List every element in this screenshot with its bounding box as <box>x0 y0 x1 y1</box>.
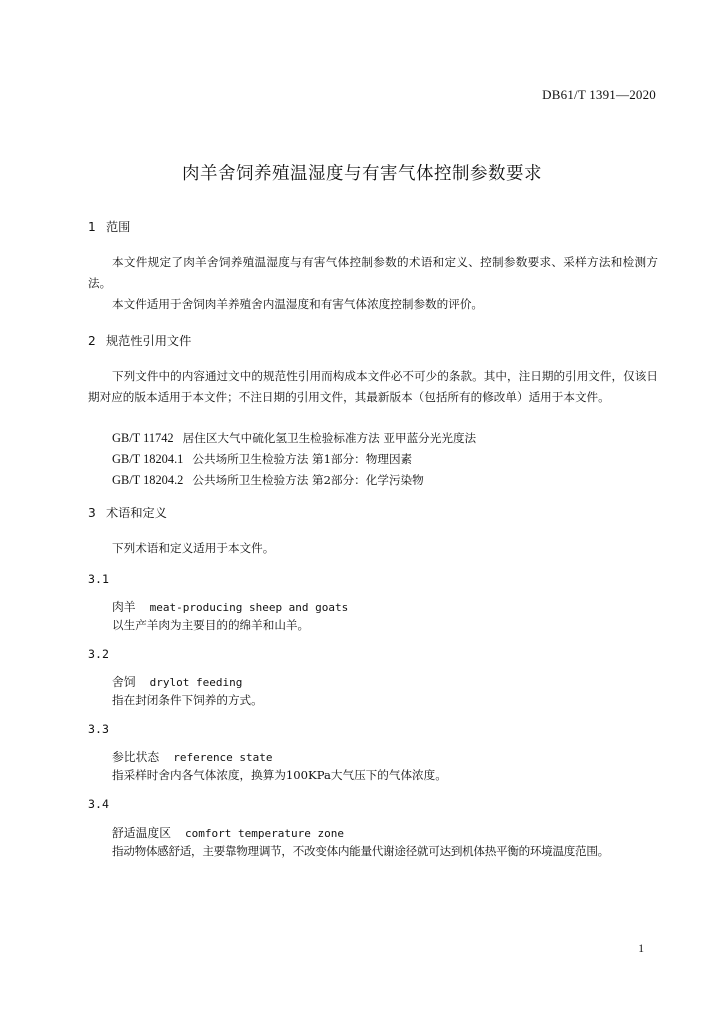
term-number: 3.2 <box>88 647 109 661</box>
term-en: meat-producing sheep and goats <box>149 601 349 614</box>
reference-title: 公共场所卫生检验方法 第2部分：化学污染物 <box>192 473 424 487</box>
section-2-heading <box>88 332 191 349</box>
section-1-body <box>88 252 658 315</box>
term-definition: 以生产羊肉为主要目的的绵羊和山羊。 <box>112 618 310 632</box>
page-number: 1 <box>638 943 644 955</box>
term-en: comfort temperature zone <box>185 827 344 840</box>
term-number: 3.1 <box>88 572 109 586</box>
term-zh: 舒适温度区 <box>112 826 171 840</box>
term-definition: 指在封闭条件下饲养的方式。 <box>112 693 263 707</box>
section-2-body <box>88 366 658 408</box>
normative-refs-paragraph: 下列文件中的内容通过文中的规范性引用而构成本文件必不可少的条款。其中，注日期的引用文件，仅该日期对应的版本适用于本文件；不注日期的引用文件，其最新版本（包括所有的修改单）适用于本文件。 <box>88 369 658 404</box>
reference-title: 居住区大气中硫化氢卫生检验标准方法 亚甲蓝分光光度法 <box>182 431 477 445</box>
term-name <box>112 673 242 690</box>
reference-code: GB/T 18204.2 <box>112 473 184 487</box>
term-definition: 指动物体感舒适，主要靠物理调节，不改变体内能量代谢途径就可达到机体热平衡的环境温度范围。 <box>112 844 609 858</box>
term-zh: 参比状态 <box>112 750 160 764</box>
reference-item <box>112 430 476 446</box>
term-number: 3.4 <box>88 797 109 811</box>
term-definition: 指采样时舍内各气体浓度，换算为100KPa大气压下的气体浓度。 <box>112 768 447 782</box>
term-en: drylot feeding <box>149 676 243 689</box>
section-1-number: 1 <box>88 220 96 234</box>
section-3-number: 3 <box>88 506 96 520</box>
section-3-title: 术语和定义 <box>106 506 167 520</box>
term-zh: 肉羊 <box>112 600 136 614</box>
standard-code: DB61/T 1391—2020 <box>542 87 656 102</box>
section-1-heading <box>88 218 130 235</box>
section-1-title: 范围 <box>106 220 131 234</box>
term-name <box>112 824 344 841</box>
reference-title: 公共场所卫生检验方法 第1部分：物理因素 <box>192 452 413 466</box>
section-3-heading <box>88 504 167 521</box>
reference-item <box>112 472 424 488</box>
terms-intro: 下列术语和定义适用于本文件。 <box>112 541 275 555</box>
scope-paragraph-2: 本文件适用于舍饲肉羊养殖舍内温湿度和有害气体浓度控制参数的评价。 <box>112 297 484 311</box>
reference-code: GB/T 18204.1 <box>112 452 184 466</box>
section-3-body <box>88 538 658 559</box>
document-title: 肉羊舍饲养殖温湿度与有害气体控制参数要求 <box>182 164 542 184</box>
term-name <box>112 598 348 615</box>
term-en: reference state <box>173 751 273 764</box>
term-zh: 舍饲 <box>112 675 136 689</box>
term-number: 3.3 <box>88 722 109 736</box>
section-2-title: 规范性引用文件 <box>106 334 192 348</box>
section-2-number: 2 <box>88 334 96 348</box>
reference-item <box>112 451 412 467</box>
term-name <box>112 748 273 765</box>
scope-paragraph-1: 本文件规定了肉羊舍饲养殖温湿度与有害气体控制参数的术语和定义、控制参数要求、采样方法和检测方法。 <box>88 255 658 290</box>
reference-code: GB/T 11742 <box>112 431 174 445</box>
